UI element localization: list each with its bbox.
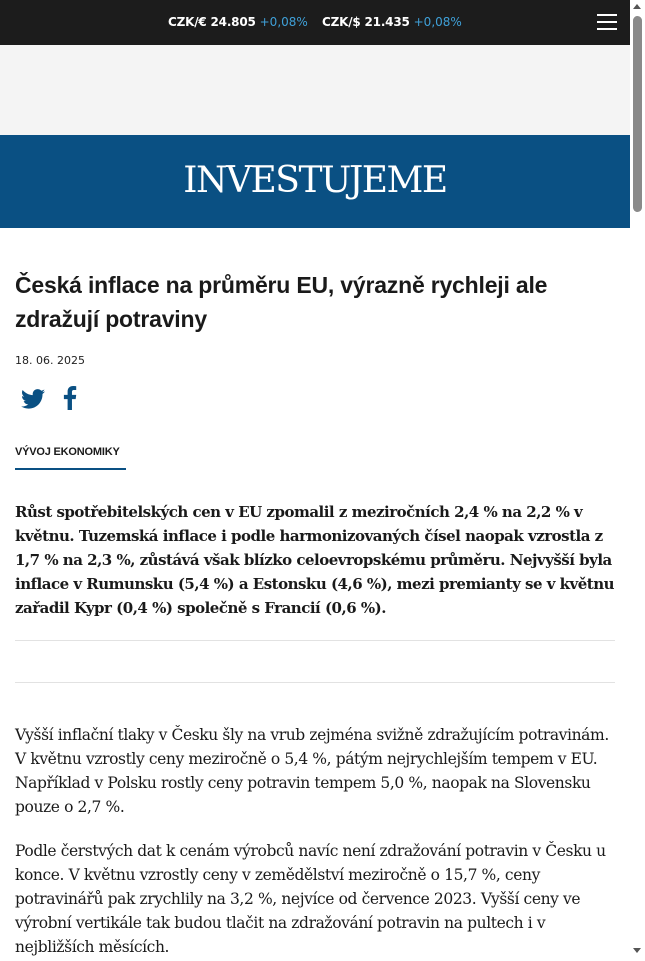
category-link[interactable]: VÝVOJ EKONOMIKY [15,446,120,458]
scroll-down-arrow-icon[interactable] [633,948,641,953]
rate-eur [168,15,308,29]
divider [15,682,615,683]
twitter-icon[interactable] [21,388,45,410]
divider [15,640,615,641]
scrollbar[interactable] [630,0,645,961]
article-title: Česká inflace na průměru EU, výrazně rychleji ale zdražují potraviny [15,272,548,332]
article-date: 18. 06. 2025 [15,354,85,367]
rate-usd-value: CZK/$ 21.435 [322,15,410,29]
rate-eur-value: CZK/€ 24.805 [168,15,256,29]
article-paragraph: Vyšší inflační tlaky v Česku šly na vrub zejména svižně zdražujícím potravinám. V květnu vzrostly ceny meziročně o 5,4 %, pátým nejrychlejším tempem v EU. Například v Polsku rostly ceny potravin tempem 5,0 %, naopak na Slovensku pouze o 2,7 %. [15,726,609,816]
rate-usd-change: +0,08% [413,15,462,29]
scroll-up-arrow-icon[interactable] [633,4,641,9]
site-logo[interactable]: INVESTUJEME [183,160,447,201]
ad-placeholder [0,45,630,135]
category-underline [15,468,126,470]
rate-usd [322,15,462,29]
facebook-icon[interactable] [62,386,78,410]
rate-eur-change: +0,08% [259,15,308,29]
article-perex: Růst spotřebitelských cen v EU zpomalil z meziročních 2,4 % na 2,2 % v květnu. Tuzemská inflace i podle harmonizovaných čísel naopak vzrostla z 1,7 % na 2,3 %, zůstává však blízko celoevropskému průměru. Nejvyšší byla inflace v Rumunsku (5,4 %) a Estonsku (4,6 %), mezi premianty se v květnu zařadil Kypr (0,4 %) společně s Francií (0,6 %). [15,503,615,617]
hamburger-menu-icon[interactable] [597,13,617,31]
scrollbar-thumb[interactable] [633,16,642,212]
currency-ticker-bar [0,0,630,45]
article-paragraph: Podle čerstvých dat k cenám výrobců navíc není zdražování potravin v Česku u konce. V květnu vzrostly ceny v zemědělství meziročně o 15,7 %, ceny potravinářů pak zrychlily na 3,2 %, nejvíce od července 2023. Vyšší ceny ve výrobní vertikále tak budou tlačit na zdražování potravin na pultech i v nejbližších měsících. [15,842,606,956]
